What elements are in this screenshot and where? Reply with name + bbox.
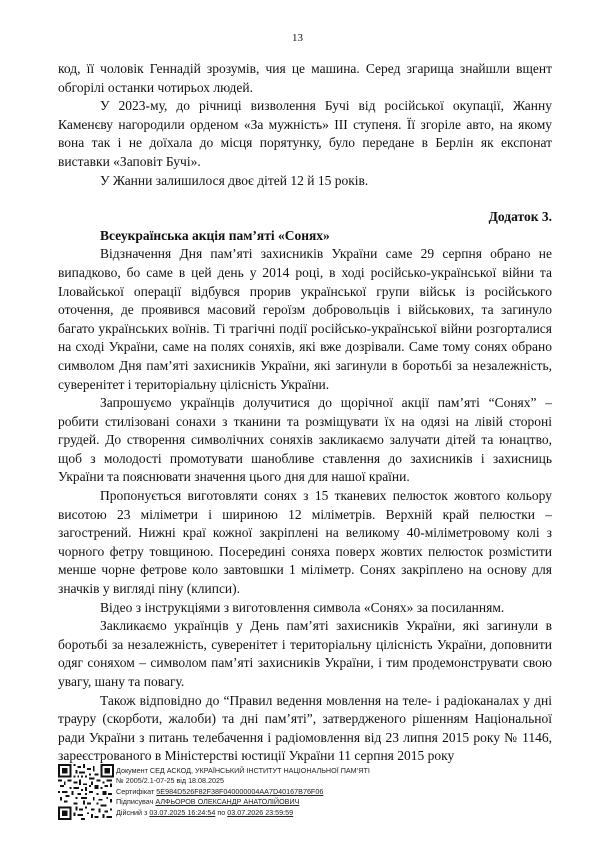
signer-link[interactable]: АЛФЬОРОВ ОЛЕКСАНДР АНАТОЛІЙОВИЧ	[155, 797, 300, 807]
paragraph-8: Закликаємо українців у День пам’яті захисників України, які загинули в боротьбі за незалежність, суверенітет і територіальну цілісність України, доповнити одяг соняхом – символом пам’яті захисників України, і тим продемонструвати свою увагу, шану та повагу.	[58, 618, 552, 689]
section-heading: Всеукраїнська акція пам’яті «Сонях»	[100, 227, 330, 243]
valid-to-link[interactable]: 03.07.2026 23:59:59	[227, 807, 294, 817]
valid-from-link[interactable]: 03.07.2025 16:24:54	[149, 807, 216, 817]
paragraph-9: Також відповідно до “Правил ведення мовлення на теле- і радіоканалах у дні трауру (скорботи, жалоби) та дні пам’яті”, затвердженого рішенням Національної ради України з питань телебачення і радіомовлення від 23 липня 2015 року № 1146, зареєстрованого в Міністерстві юстиції України 11 серпня 2015 року	[58, 692, 552, 764]
paragraph-6: Пропонується виготовляти сонях з 15 тканевих пелюсток жовтого кольору висотою 23 міліметри і шириною 12 міліметрів. Верхній край пелюстки – загострений. Нижні краї кожної закріплені на великому 40-міліметровому колі з чорного фетру товщиною. Посередині соняха поверх жовтих пелюсток розмістити менше чорне фетрове коло завтовшки 1 міліметр. Сонях закріплено на основу для значків у вигляді піну (клипси).	[58, 488, 552, 597]
signature-number-line: № 2005/2.1-07-25 від 18.08.2025	[116, 776, 225, 786]
paragraph-3: У Жанни залишилося двоє дітей 12 й 15 років.	[100, 172, 369, 188]
paragraph-2: У 2023-му, до річниці визволення Бучі від російської окупації, Жанну Каменєву нагородили орденом «За мужність» ІІІ ступеня. Її згоріле авто, на якому вона так і не доїхала до місця порятунку, було передане в Берлін як експонат виставки «Заповіт Бучі».	[58, 98, 552, 169]
paragraph-7: Відео з інструкціями з виготовлення символа «Сонях» за посиланням.	[100, 599, 505, 615]
signature-info	[116, 766, 556, 818]
paragraph-5: Запрошуємо українців долучитися до щорічної акції пам’яті “Сонях” – робити стилізовані сонахи з тканини та розміщувати їх на одязі на лівій стороні грудей. До створення символічних соняхів закликаємо залучати дітей та юнацтво, щоб з молодості промотувати шанобливе ставлення до захисників і захисниць України та пояснювати значення цього дня для нашої країни.	[58, 395, 552, 485]
page-number: 13	[292, 32, 303, 44]
signature-validity-line: Дійсний з 03.07.2025 16:24:54 по 03.07.2026 23:59:59	[116, 807, 294, 817]
paragraph-1: код, її чоловік Геннадій зрозумів, чия це машина. Серед згарища знайшли вщент обгорілі останки чотирьох людей.	[58, 61, 552, 95]
qr-code-icon[interactable]	[58, 764, 114, 820]
signature-certificate-line: Сертифікат 5E984D526F82F38F040000004AA7D40167B76F06	[116, 786, 324, 796]
signature-document-line: Документ СЕД АСКОД, УКРАЇНСЬКИЙ ІНСТИТУТ НАЦІОНАЛЬНОЇ ПАМ’ЯТІ	[116, 766, 370, 775]
document-body	[58, 60, 552, 766]
e-signature-stamp	[58, 764, 552, 824]
paragraph-4: Відзначення Дня пам’яті захисників України саме 29 серпня обрано не випадково, бо саме в цей день у 2014 році, в ході російсько-української війни та Іловайської операції відбувся прорив української групи військ із російського оточення, де проявився масовий героїзм добровольців і військових, та загинуло багато українських воїнів. Ті трагічні події російсько-української війни розгорталися на сході України, саме на полях соняхів, які вже дозрівали. Саме тому сонях обрано символом Дня пам’яті захисників України, які загинули в боротьбі за незалежність, суверенітет і територіальну цілісність України.	[58, 246, 552, 392]
signature-signer-line: Підписувач АЛФЬОРОВ ОЛЕКСАНДР АНАТОЛІЙОВИЧ	[116, 797, 300, 807]
appendix-label: Додаток 3.	[488, 209, 552, 225]
certificate-link[interactable]: 5E984D526F82F38F040000004AA7D40167B76F06	[156, 786, 324, 796]
